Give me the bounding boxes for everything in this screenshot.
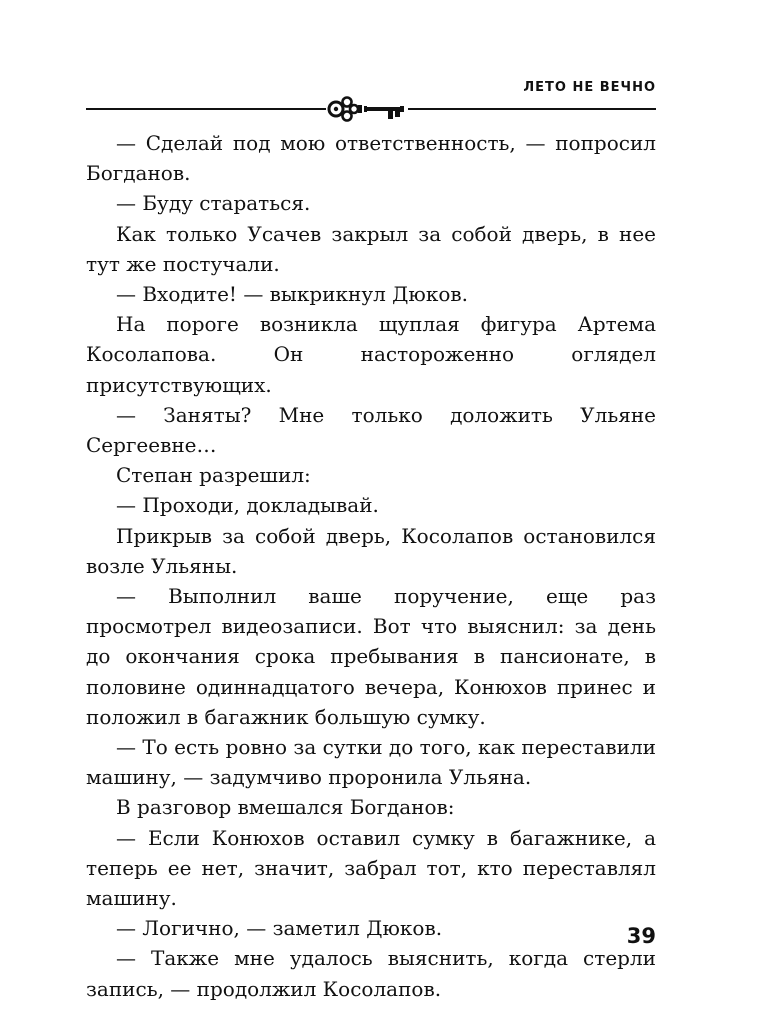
running-head: ЛЕТО НЕ ВЕЧНО — [523, 80, 656, 95]
paragraph: — Входите! — выкрикнул Дюков. — [116, 282, 468, 307]
paragraph: — Буду стараться. — [116, 191, 311, 216]
paragraph: — Выполнил ваше поручение, еще раз просмотрел видеозаписи. Вот что выяснил: за день до окончания срока пребывания в пансионате, в половине одиннадцатого вечера, Конюхов принес и положил в багажник большую сумку. — [86, 584, 656, 729]
paragraph: В разговор вмешался Богданов: — [116, 795, 455, 820]
header-rule-left — [86, 108, 326, 110]
paragraph: Степан разрешил: — [116, 463, 311, 488]
paragraph: — Заняты? Мне только доложить Ульяне Сергеевне… — [86, 402, 656, 458]
paragraph: Как только Усачев закрыл за собой дверь, в нее тут же постучали. — [86, 221, 656, 276]
header-rule-right — [408, 108, 656, 110]
paragraph: Прикрыв за собой дверь, Косолапов остановился возле Ульяны. — [86, 523, 656, 578]
paragraph: — То есть ровно за сутки до того, как переставили машину, — задумчиво проронила Ульяна. — [86, 735, 656, 790]
paragraph: — Также мне удалось выяснить, когда стерли запись, — продолжил Косолапов. — [86, 946, 656, 1001]
paragraph: На пороге возникла щуплая фигура Артема Косолапова. Он настороженно оглядел присутствующих. — [86, 312, 656, 397]
paragraph: — Проходи, докладывай. — [116, 493, 379, 518]
paragraph: — Если Конюхов оставил сумку в багажнике, а теперь ее нет, значит, забрал тот, кто переставлял машину. — [86, 825, 656, 911]
text-block — [86, 128, 656, 1004]
paragraph: — Сделай под мою ответственность, — попросил Богданов. — [86, 131, 656, 186]
paragraph: — Логично, — заметил Дюков. — [116, 916, 443, 941]
key-icon — [326, 96, 410, 122]
page-number: 39 — [626, 924, 656, 948]
